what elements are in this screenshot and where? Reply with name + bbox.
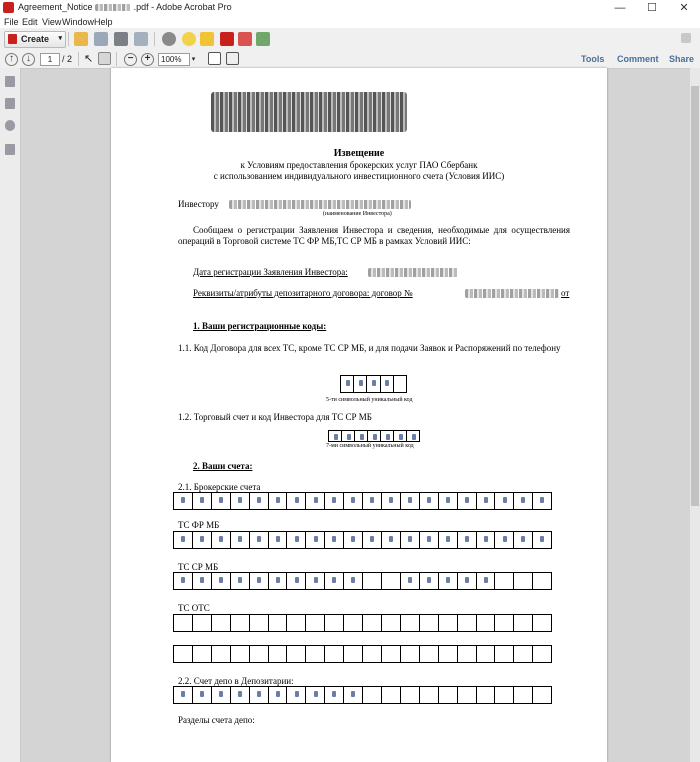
toolbar-divider <box>78 52 79 66</box>
menu-edit[interactable]: Edit <box>22 17 38 27</box>
section-2-heading: 2. Ваши счета: <box>193 461 253 471</box>
hand-tool-icon[interactable] <box>98 52 111 65</box>
navigation-pane <box>0 68 21 762</box>
attachments-icon[interactable] <box>5 120 15 131</box>
title-bar <box>0 0 700 17</box>
menu-view[interactable]: View <box>42 17 62 27</box>
code-5-caption: 5-ти символьный уникальный код <box>326 397 413 403</box>
depo-account-boxes <box>173 686 552 704</box>
sticky-note-icon[interactable] <box>200 32 214 46</box>
requisites-from: от <box>561 288 570 298</box>
item-1-2: 1.2. Торговый счет и код Инвестора для ТС СР МБ <box>178 412 372 422</box>
ts-fr-mb-label: ТС ФР МБ <box>178 520 220 530</box>
registration-date-label: Дата регистрации Заявления Инвестора: <box>193 267 348 277</box>
toolbar-divider <box>154 32 155 46</box>
window-title: Agreement_Notice .pdf - Adobe Acrobat Pro <box>18 2 232 12</box>
print-icon[interactable] <box>114 32 128 46</box>
comment-icon[interactable] <box>182 32 196 46</box>
main-toolbar <box>0 28 700 51</box>
investor-label: Инвестору <box>178 199 219 209</box>
depo-sections-label: Разделы счета депо: <box>178 715 255 725</box>
maximize-button[interactable]: ☐ <box>647 2 657 14</box>
stamp-icon[interactable] <box>220 32 234 46</box>
brokerage-account-boxes <box>173 492 552 510</box>
certify-icon[interactable] <box>256 32 270 46</box>
navigation-toolbar <box>0 50 700 69</box>
section-1-heading: 1. Ваши регистрационные коды: <box>193 321 327 331</box>
vertical-scrollbar[interactable] <box>690 68 700 762</box>
close-button[interactable]: ✕ <box>679 2 689 14</box>
select-cursor-icon[interactable]: ↖ <box>84 53 94 65</box>
open-folder-icon[interactable] <box>74 32 88 46</box>
signatures-icon[interactable] <box>5 144 15 155</box>
item-1-1: 1.1. Код Договора для всех ТС, кроме ТС СР МБ, и для подачи Заявок и Распоряжений по телефону <box>178 343 561 353</box>
ts-sr-mb-label: ТС СР МБ <box>178 562 219 572</box>
sign-icon[interactable] <box>238 32 252 46</box>
page-total: / 2 <box>62 54 73 64</box>
zoom-in-button[interactable]: + <box>141 53 154 66</box>
redacted-header <box>211 92 407 132</box>
ts-ots-boxes-row-2 <box>173 645 552 663</box>
fit-width-icon[interactable] <box>226 52 239 65</box>
menu-help[interactable]: Help <box>94 17 113 27</box>
code-7-caption: 7-ми символьный уникальный код <box>326 443 414 449</box>
document-title: Извещение <box>333 148 385 159</box>
document-subtitle-1: к Условиям предоставления брокерских услуг ПАО Сбербанк <box>240 160 478 170</box>
save-icon[interactable] <box>94 32 108 46</box>
minimize-button[interactable]: — <box>614 2 626 14</box>
pdf-page <box>111 68 607 762</box>
ts-ots-label: ТС ОТС <box>178 603 210 613</box>
document-subtitle-2: с использованием индивидуального инвестиционного счета (Условия ИИС) <box>213 171 505 181</box>
item-2-2: 2.2. Счет депо в Депозитарии: <box>178 676 294 686</box>
menu-file[interactable]: File <box>4 17 19 27</box>
investor-caption: (наименование Инвестора) <box>323 211 392 217</box>
create-button[interactable]: Create ▾ <box>4 31 66 48</box>
redacted-date <box>368 268 458 277</box>
comment-pane-button[interactable]: Comment <box>617 54 659 64</box>
acrobat-icon <box>3 2 14 13</box>
item-2-1: 2.1. Брокерские счета <box>178 482 261 492</box>
page-thumbnails-icon[interactable] <box>5 76 15 87</box>
redacted-contract-number <box>465 289 559 298</box>
code-5-boxes <box>340 375 407 393</box>
tools-pane-button[interactable]: Tools <box>581 54 605 64</box>
share-pane-button[interactable]: Share <box>669 54 695 64</box>
previous-page-button[interactable]: ↑ <box>5 53 18 66</box>
ts-ots-boxes-row-1 <box>173 614 552 632</box>
chevron-down-icon: ▾ <box>58 35 62 42</box>
ts-sr-mb-boxes <box>173 572 552 590</box>
ts-fr-mb-boxes <box>173 531 552 549</box>
toolbar-divider <box>68 32 69 46</box>
redacted-investor-name <box>229 200 411 209</box>
zoom-out-button[interactable]: − <box>124 53 137 66</box>
zoom-level-input[interactable]: 100% <box>158 53 190 66</box>
bookmarks-icon[interactable] <box>5 98 15 109</box>
chevron-down-icon[interactable]: ▾ <box>191 56 196 63</box>
toolbar-divider <box>116 52 117 66</box>
scrollbar-thumb[interactable] <box>691 86 699 506</box>
code-7-boxes <box>328 430 420 442</box>
create-icon <box>8 34 17 44</box>
page-number-input[interactable]: 1 <box>40 53 60 66</box>
expand-icon[interactable] <box>681 33 691 43</box>
intro-paragraph: Сообщаем о регистрации Заявления Инвестора и сведения, необходимые для осуществления операций в Торговой системе ТС ФР МБ,ТС СР МБ в рамках Условий ИИС: <box>178 225 570 246</box>
email-icon[interactable] <box>134 32 148 46</box>
fit-page-icon[interactable] <box>208 52 221 65</box>
next-page-button[interactable]: ↓ <box>22 53 35 66</box>
redacted-filename <box>95 4 131 11</box>
menu-window[interactable]: Window <box>62 17 95 27</box>
menu-bar <box>0 16 700 28</box>
gear-icon[interactable] <box>162 32 176 46</box>
requisites-label: Реквизиты/атрибуты депозитарного договора: договор № <box>193 288 413 298</box>
